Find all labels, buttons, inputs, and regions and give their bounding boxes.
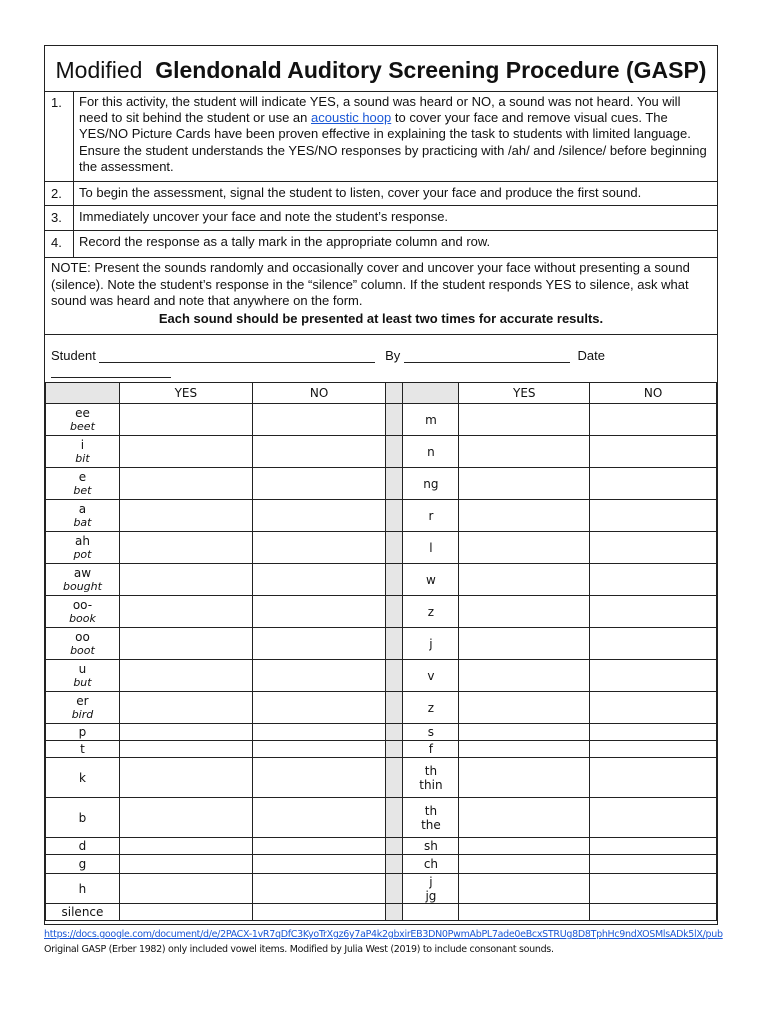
left-sound-cell [46, 500, 120, 532]
sound-label: oo [75, 629, 90, 644]
table-header-row [46, 383, 717, 404]
right-sound-cell [403, 758, 459, 798]
header-no: NO [252, 383, 386, 404]
note-text: NOTE: Present the sounds randomly and occasionally cover and uncover your face without presenting a sound (silence). Note the student’s response in the “silence” column. If the student responds YES to silence, ask what sound was heard and note that anywhere on the form. [51, 260, 690, 308]
table-row [46, 404, 717, 436]
yes-tally-cell[interactable] [459, 758, 590, 798]
header-gap [386, 383, 403, 404]
table-row [46, 596, 717, 628]
yes-tally-cell[interactable] [119, 874, 252, 904]
yes-tally-cell[interactable] [459, 564, 590, 596]
yes-tally-cell[interactable] [119, 904, 252, 921]
step-text: Record the response as a tally mark in the appropriate column and row. [79, 234, 491, 249]
no-tally-cell[interactable] [252, 660, 386, 692]
step-text-part: to cover your face and remove visual cues. The YES/NO Picture Cards have been proven effective in explaining the task to students with limited language. Ensure the student understands the YES/NO responses by practicing with /ah/ and /silence/ before beginning the assessment. [79, 110, 707, 174]
table-row [46, 692, 717, 724]
no-tally-cell[interactable] [252, 758, 386, 798]
yes-tally-cell[interactable] [459, 500, 590, 532]
sound-label: ch [423, 857, 439, 871]
right-sound-cell [403, 596, 459, 628]
right-sound-cell [403, 874, 459, 904]
step-text-part: For this activity, the student will indicate YES, a sound was heard or NO, a sound was not heard. You will need to sit behind the student or use an [79, 94, 681, 126]
table-row [46, 904, 717, 921]
table-row [46, 660, 717, 692]
yes-tally-cell[interactable] [459, 596, 590, 628]
table-row [46, 532, 717, 564]
no-tally-cell[interactable] [590, 628, 717, 660]
right-sound-cell [403, 724, 459, 741]
right-sound-cell [403, 564, 459, 596]
sound-label: th [424, 803, 438, 818]
gasp-form [44, 45, 718, 925]
sound-label: w [426, 572, 436, 587]
yes-tally-cell[interactable] [119, 436, 252, 468]
table-row [46, 758, 717, 798]
table-row [46, 741, 717, 758]
yes-tally-cell[interactable] [119, 855, 252, 874]
column-gap [386, 436, 403, 468]
sound-label: l [429, 540, 433, 555]
no-tally-cell[interactable] [252, 904, 386, 921]
no-tally-cell[interactable] [590, 838, 717, 855]
sound-label: er [76, 693, 89, 708]
column-gap [386, 692, 403, 724]
column-gap [386, 758, 403, 798]
example-word: pot [73, 547, 92, 561]
note-bold-text: Each sound should be presented at least two times for accurate results. [158, 310, 604, 326]
no-tally-cell[interactable] [252, 874, 386, 904]
column-gap [386, 724, 403, 741]
no-tally-cell[interactable] [590, 564, 717, 596]
column-gap [386, 532, 403, 564]
right-sound-cell [403, 500, 459, 532]
no-tally-cell[interactable] [252, 855, 386, 874]
column-gap [386, 904, 403, 921]
right-sound-cell [403, 904, 459, 921]
yes-tally-cell[interactable] [119, 500, 252, 532]
sound-label: f [428, 742, 434, 756]
right-sound-cell [403, 741, 459, 758]
yes-tally-cell[interactable] [459, 904, 590, 921]
column-gap [386, 660, 403, 692]
no-tally-cell[interactable] [590, 532, 717, 564]
yes-tally-cell[interactable] [119, 758, 252, 798]
acoustic-hoop-link[interactable]: acoustic hoop [311, 110, 392, 126]
sound-label: sh [423, 839, 438, 853]
sound-label: v [427, 668, 435, 683]
no-tally-cell[interactable] [590, 500, 717, 532]
table-row [46, 874, 717, 904]
sound-label: ng [423, 476, 439, 491]
table-row [46, 468, 717, 500]
sound-label: b [78, 810, 87, 825]
example-word: bet [73, 483, 92, 497]
no-tally-cell[interactable] [252, 404, 386, 436]
table-row [46, 436, 717, 468]
table-row [46, 798, 717, 838]
by-field[interactable] [404, 349, 570, 363]
example-word: but [73, 675, 92, 689]
yes-tally-cell[interactable] [459, 660, 590, 692]
source-link[interactable]: https://docs.google.com/document/d/e/2PACX-1vR7qDfC3KyoTrXgz6y7aP4k2gbxirEB3DN0PwmAbPL7ade0eBcxSTRUg8D8TphHc9ndXOSMlsADk5lX/pub [44, 929, 723, 940]
no-tally-cell[interactable] [590, 855, 717, 874]
yes-tally-cell[interactable] [119, 596, 252, 628]
sound-label: oo- [72, 597, 93, 612]
sound-label: ah [74, 533, 90, 548]
header-yes: YES [459, 383, 590, 404]
yes-tally-cell[interactable] [119, 564, 252, 596]
instruction-step-4 [45, 231, 717, 258]
left-sound-cell [46, 692, 120, 724]
date-field[interactable] [51, 364, 171, 378]
student-field[interactable] [99, 349, 375, 363]
left-sound-cell [46, 741, 120, 758]
left-sound-cell [46, 855, 120, 874]
left-sound-cell [46, 468, 120, 500]
right-sound-cell [403, 532, 459, 564]
sound-label: ee [75, 405, 90, 420]
yes-tally-cell[interactable] [459, 692, 590, 724]
yes-tally-cell[interactable] [459, 724, 590, 741]
table-row [46, 564, 717, 596]
example-word: bit [75, 451, 90, 465]
sound-label: z [427, 700, 435, 715]
yes-tally-cell[interactable] [119, 628, 252, 660]
yes-tally-cell[interactable] [459, 404, 590, 436]
sound-label: t [80, 742, 85, 756]
table-row [46, 500, 717, 532]
no-tally-cell[interactable] [590, 596, 717, 628]
yes-tally-cell[interactable] [459, 874, 590, 904]
page-title [45, 46, 717, 92]
sound-label: j [429, 874, 433, 889]
no-tally-cell[interactable] [590, 692, 717, 724]
sound-label: z [427, 604, 435, 619]
by-label: By [385, 348, 401, 363]
sound-label: n [427, 444, 435, 459]
yes-tally-cell[interactable] [119, 724, 252, 741]
no-tally-cell[interactable] [590, 404, 717, 436]
example-word: jg [425, 888, 437, 903]
yes-tally-cell[interactable] [119, 532, 252, 564]
column-gap [386, 468, 403, 500]
no-tally-cell[interactable] [252, 500, 386, 532]
column-gap [386, 628, 403, 660]
sound-label: g [78, 857, 87, 871]
header-yes: YES [119, 383, 252, 404]
left-sound-cell [46, 564, 120, 596]
sound-label: aw [73, 565, 92, 580]
sound-label: a [78, 501, 87, 516]
yes-tally-cell[interactable] [119, 660, 252, 692]
left-sound-cell [46, 758, 120, 798]
sound-label: r [428, 508, 434, 523]
yes-tally-cell[interactable] [459, 798, 590, 838]
example-word: thin [419, 777, 443, 792]
credit-line: Original GASP (Erber 1982) only included vowel items. Modified by Julia West (2019) to include consonant sounds. [44, 944, 554, 955]
no-tally-cell[interactable] [252, 628, 386, 660]
no-tally-cell[interactable] [252, 741, 386, 758]
sound-label: h [78, 881, 87, 896]
sound-label: e [78, 469, 87, 484]
no-tally-cell[interactable] [590, 758, 717, 798]
step-text: Immediately uncover your face and note the student’s response. [79, 209, 449, 224]
student-label: Student [51, 348, 96, 363]
example-word: bat [73, 515, 92, 529]
no-tally-cell[interactable] [252, 564, 386, 596]
right-sound-cell [403, 838, 459, 855]
column-gap [386, 596, 403, 628]
left-sound-cell [46, 904, 120, 921]
no-tally-cell[interactable] [590, 874, 717, 904]
table-row [46, 724, 717, 741]
yes-tally-cell[interactable] [459, 532, 590, 564]
title-prefix: Modified [55, 57, 143, 83]
left-sound-cell [46, 660, 120, 692]
header-no: NO [590, 383, 717, 404]
yes-tally-cell[interactable] [459, 855, 590, 874]
right-sound-cell [403, 660, 459, 692]
table-row [46, 628, 717, 660]
sound-label: j [429, 636, 433, 651]
no-tally-cell[interactable] [590, 436, 717, 468]
column-gap [386, 404, 403, 436]
yes-tally-cell[interactable] [459, 741, 590, 758]
left-sound-cell [46, 532, 120, 564]
right-sound-cell [403, 468, 459, 500]
yes-tally-cell[interactable] [119, 404, 252, 436]
sound-label: i [80, 437, 85, 452]
no-tally-cell[interactable] [590, 660, 717, 692]
yes-tally-cell[interactable] [459, 838, 590, 855]
no-tally-cell[interactable] [590, 724, 717, 741]
step-text: To begin the assessment, signal the student to listen, cover your face and produce the first sound. [79, 185, 642, 200]
column-gap [386, 874, 403, 904]
sound-label: silence [61, 905, 104, 919]
note-box [45, 258, 717, 335]
left-sound-cell [46, 874, 120, 904]
left-sound-cell [46, 798, 120, 838]
column-gap [386, 500, 403, 532]
right-sound-cell [403, 628, 459, 660]
sound-label: p [78, 725, 87, 739]
sound-label: s [427, 725, 435, 739]
no-tally-cell[interactable] [252, 468, 386, 500]
right-sound-cell [403, 855, 459, 874]
no-tally-cell[interactable] [590, 741, 717, 758]
no-tally-cell[interactable] [252, 532, 386, 564]
left-sound-cell [46, 436, 120, 468]
header-blank-cell [403, 383, 459, 404]
sound-label: m [425, 412, 437, 427]
no-tally-cell[interactable] [252, 436, 386, 468]
column-gap [386, 855, 403, 874]
step-number: 3. [45, 206, 74, 230]
date-label: Date [577, 348, 605, 363]
instruction-step-1 [45, 91, 717, 182]
header-blank-cell [46, 383, 120, 404]
left-sound-cell [46, 724, 120, 741]
no-tally-cell[interactable] [590, 468, 717, 500]
no-tally-cell[interactable] [252, 724, 386, 741]
yes-tally-cell[interactable] [459, 468, 590, 500]
yes-tally-cell[interactable] [119, 692, 252, 724]
title-main: Glendonald Auditory Screening Procedure (GASP) [155, 57, 707, 83]
column-gap [386, 741, 403, 758]
student-info-line [51, 348, 715, 378]
yes-tally-cell[interactable] [119, 838, 252, 855]
example-word: book [69, 611, 96, 625]
step-number: 4. [45, 231, 74, 257]
left-sound-cell [46, 838, 120, 855]
column-gap [386, 564, 403, 596]
no-tally-cell[interactable] [252, 838, 386, 855]
table-row [46, 855, 717, 874]
yes-tally-cell[interactable] [119, 468, 252, 500]
right-sound-cell [403, 436, 459, 468]
example-word: boot [70, 643, 95, 657]
right-sound-cell [403, 798, 459, 838]
left-sound-cell [46, 404, 120, 436]
right-sound-cell [403, 404, 459, 436]
left-sound-cell [46, 628, 120, 660]
yes-tally-cell[interactable] [119, 741, 252, 758]
no-tally-cell[interactable] [252, 798, 386, 838]
column-gap [386, 798, 403, 838]
sound-label: d [78, 839, 87, 853]
no-tally-cell[interactable] [590, 798, 717, 838]
yes-tally-cell[interactable] [459, 436, 590, 468]
sound-label: u [78, 661, 87, 676]
example-word: bird [71, 707, 94, 721]
sound-label: th [424, 763, 438, 778]
example-word: bought [62, 579, 102, 593]
table-row [46, 838, 717, 855]
no-tally-cell[interactable] [252, 692, 386, 724]
step-number: 1. [45, 91, 74, 181]
example-word: beet [70, 419, 95, 433]
example-word: the [421, 817, 441, 832]
instruction-step-2 [45, 182, 717, 206]
no-tally-cell[interactable] [252, 596, 386, 628]
column-gap [386, 838, 403, 855]
no-tally-cell[interactable] [590, 904, 717, 921]
yes-tally-cell[interactable] [119, 798, 252, 838]
step-number: 2. [45, 182, 74, 205]
yes-tally-cell[interactable] [459, 628, 590, 660]
step-text [79, 91, 717, 178]
response-table [45, 382, 717, 921]
instruction-step-3 [45, 206, 717, 231]
right-sound-cell [403, 692, 459, 724]
left-sound-cell [46, 596, 120, 628]
sound-label: k [78, 770, 86, 785]
